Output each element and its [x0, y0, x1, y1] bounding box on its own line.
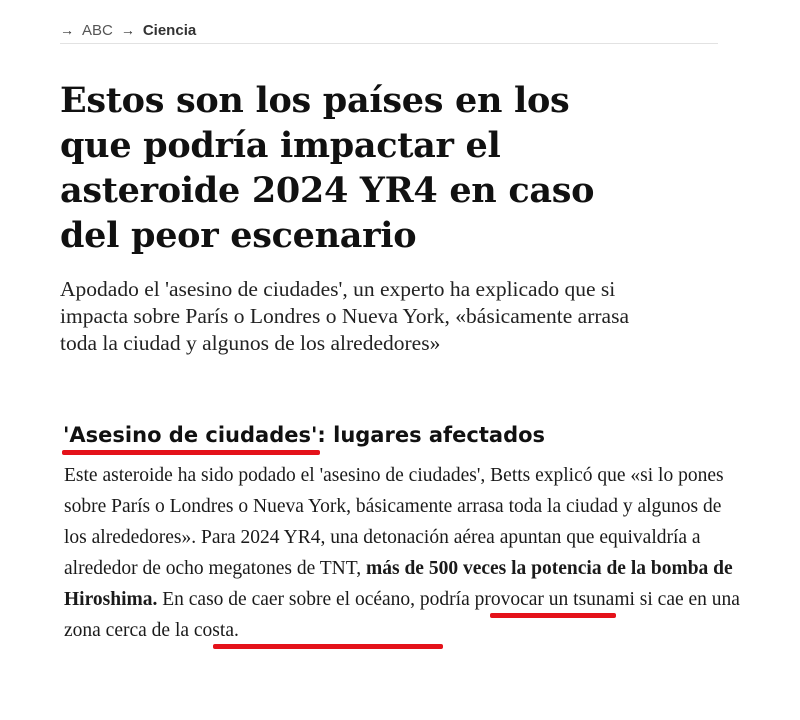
underline-mark-500-veces — [490, 613, 616, 618]
section-heading-highlight: 'Asesino de ciudades' — [63, 423, 318, 447]
paragraph-text: Este asteroide ha sido podado el 'asesino de ciudades', Betts explicó que «si lo pones sobre París o Londres o Nueva York, básicamente arrasa toda la ciudad y algunos de los alrededores». Para 2024 YR4, una detonación aérea apuntan que equivaldría a alrededor de ocho megatones de TNT, — [64, 465, 724, 579]
breadcrumb-link-ciencia[interactable]: Ciencia — [142, 22, 197, 39]
article-headline: Estos son los países en los que podría impactar el asteroide 2024 YR4 en caso del peor escenario — [60, 80, 595, 256]
breadcrumb — [60, 18, 718, 44]
arrow-right-icon: → — [120, 22, 135, 38]
section-heading — [63, 420, 545, 450]
emphasis-text: más — [365, 558, 405, 579]
arrow-right-icon: → — [60, 22, 74, 38]
section-heading-rest: : lugares afectados — [317, 423, 546, 447]
breadcrumb-link-abc[interactable]: ABC — [82, 22, 113, 39]
emphasis-text: la potencia de la — [506, 558, 651, 579]
underline-mark-hiroshima — [213, 644, 443, 649]
article-paragraph — [64, 460, 744, 646]
heading-underline-mark — [62, 450, 320, 455]
paragraph-text-end: En caso de caer sobre el océano, podría provocar un tsunami si cae en una zona cerca de la costa. — [64, 589, 740, 641]
emphasis-highlight-500: de 500 veces — [404, 558, 507, 579]
article-subtitle: Apodado el 'asesino de ciudades', un experto ha explicado que si impacta sobre París o Londres o Nueva York, «básicamente arrasa toda la ciudad y algunos de los alrededores» — [60, 277, 629, 355]
emphasis-highlight-hiroshima: bomba de Hiroshima. — [64, 558, 733, 610]
